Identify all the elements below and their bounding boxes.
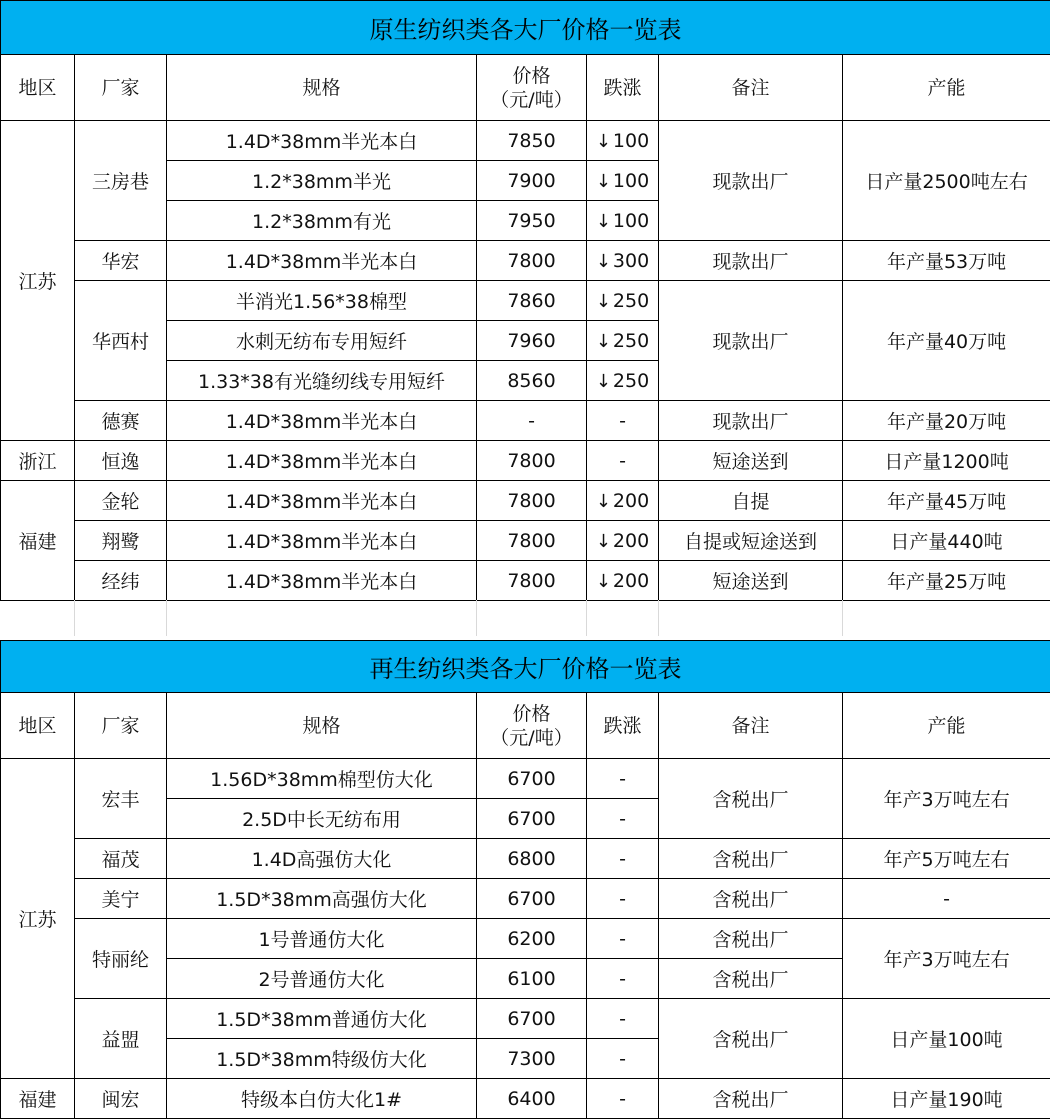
- price-cell: 6400: [477, 1079, 587, 1119]
- header-factory: 厂家: [75, 693, 167, 759]
- change-cell: ↓ 250: [587, 281, 659, 321]
- note-cell: 含税出厂: [659, 959, 843, 999]
- capacity-cell: 年产5万吨左右: [843, 839, 1050, 879]
- price-cell: 7950: [477, 201, 587, 241]
- region-cell: 福建: [1, 1079, 75, 1119]
- capacity-cell: 年产量25万吨: [843, 561, 1050, 601]
- factory-cell: 华宏: [75, 241, 167, 281]
- price-cell: -: [477, 401, 587, 441]
- change-cell: ↓ 200: [587, 521, 659, 561]
- table-title: 原生纺织类各大厂价格一览表: [1, 1, 1050, 55]
- spec-cell: 1.5D*38mm普通仿大化: [167, 999, 477, 1039]
- header-spec: 规格: [167, 693, 477, 759]
- header-change: 跌涨: [587, 693, 659, 759]
- table-row: [1, 441, 1050, 481]
- note-cell: 现款出厂: [659, 121, 843, 241]
- capacity-cell: 年产量53万吨: [843, 241, 1050, 281]
- price-cell: 6700: [477, 799, 587, 839]
- price-cell: 7800: [477, 481, 587, 521]
- factory-cell: 特丽纶: [75, 919, 167, 999]
- table-row: [1, 241, 1050, 281]
- spec-cell: 2号普通仿大化: [167, 959, 477, 999]
- header-note: 备注: [659, 55, 843, 121]
- note-cell: 含税出厂: [659, 879, 843, 919]
- price-cell: 7900: [477, 161, 587, 201]
- change-cell: ↓ 300: [587, 241, 659, 281]
- capacity-cell: 日产量440吨: [843, 521, 1050, 561]
- note-cell: 现款出厂: [659, 281, 843, 401]
- change-cell: ↓ 200: [587, 481, 659, 521]
- recycled-textile-price-table: [0, 640, 1050, 1119]
- price-cell: 6700: [477, 999, 587, 1039]
- change-cell: -: [587, 441, 659, 481]
- spec-cell: 1号普通仿大化: [167, 919, 477, 959]
- note-cell: 自提或短途送到: [659, 521, 843, 561]
- change-cell: ↓ 250: [587, 361, 659, 401]
- table-row: [1, 999, 1050, 1039]
- table-row: [1, 481, 1050, 521]
- header-note: 备注: [659, 693, 843, 759]
- header-row: [1, 55, 1050, 121]
- factory-cell: 金轮: [75, 481, 167, 521]
- note-cell: 含税出厂: [659, 759, 843, 839]
- note-cell: 自提: [659, 481, 843, 521]
- note-cell: 现款出厂: [659, 241, 843, 281]
- spec-cell: 1.4D*38mm半光本白: [167, 241, 477, 281]
- spec-cell: 1.56D*38mm棉型仿大化: [167, 759, 477, 799]
- note-cell: 含税出厂: [659, 839, 843, 879]
- header-region: 地区: [1, 693, 75, 759]
- region-cell: 福建: [1, 481, 75, 601]
- change-cell: ↓ 100: [587, 161, 659, 201]
- change-cell: -: [587, 959, 659, 999]
- price-cell: 7860: [477, 281, 587, 321]
- change-cell: -: [587, 999, 659, 1039]
- capacity-cell: 日产量2500吨左右: [843, 121, 1050, 241]
- spec-cell: 半消光1.56*38棉型: [167, 281, 477, 321]
- region-cell: 江苏: [1, 759, 75, 1079]
- table-row: [1, 839, 1050, 879]
- change-cell: -: [587, 919, 659, 959]
- capacity-cell: 日产量1200吨: [843, 441, 1050, 481]
- price-cell: 7300: [477, 1039, 587, 1079]
- table-row: [1, 1079, 1050, 1119]
- change-cell: ↓ 200: [587, 561, 659, 601]
- price-cell: 6200: [477, 919, 587, 959]
- capacity-cell: 年产量45万吨: [843, 481, 1050, 521]
- spec-cell: 1.4D*38mm半光本白: [167, 441, 477, 481]
- price-cell: 6100: [477, 959, 587, 999]
- capacity-cell: 日产量100吨: [843, 999, 1050, 1079]
- table-title: 再生纺织类各大厂价格一览表: [1, 641, 1050, 693]
- price-cell: 7800: [477, 241, 587, 281]
- spec-cell: 1.4D*38mm半光本白: [167, 401, 477, 441]
- factory-cell: 德赛: [75, 401, 167, 441]
- price-cell: 8560: [477, 361, 587, 401]
- table-spacer: [0, 600, 1050, 636]
- spec-cell: 1.5D*38mm特级仿大化: [167, 1039, 477, 1079]
- table-row: [1, 521, 1050, 561]
- capacity-cell: 年产量20万吨: [843, 401, 1050, 441]
- change-cell: ↓ 100: [587, 201, 659, 241]
- note-cell: 短途送到: [659, 441, 843, 481]
- factory-cell: 恒逸: [75, 441, 167, 481]
- factory-cell: 三房巷: [75, 121, 167, 241]
- spec-cell: 特级本白仿大化1#: [167, 1079, 477, 1119]
- table-row: [1, 121, 1050, 161]
- change-cell: ↓ 250: [587, 321, 659, 361]
- spec-cell: 1.4D*38mm半光本白: [167, 521, 477, 561]
- region-cell: 江苏: [1, 121, 75, 441]
- region-cell: 浙江: [1, 441, 75, 481]
- header-change: 跌涨: [587, 55, 659, 121]
- note-cell: 含税出厂: [659, 999, 843, 1079]
- spec-cell: 1.5D*38mm高强仿大化: [167, 879, 477, 919]
- capacity-cell: 年产3万吨左右: [843, 759, 1050, 839]
- note-cell: 现款出厂: [659, 401, 843, 441]
- spec-cell: 1.4D*38mm半光本白: [167, 481, 477, 521]
- price-cell: 7850: [477, 121, 587, 161]
- spec-cell: 1.2*38mm有光: [167, 201, 477, 241]
- table-row: [1, 919, 1050, 959]
- factory-cell: 华西村: [75, 281, 167, 401]
- price-cell: 7960: [477, 321, 587, 361]
- change-cell: -: [587, 759, 659, 799]
- header-price: 价格 （元/吨）: [477, 693, 587, 759]
- table-row: [1, 561, 1050, 601]
- spec-cell: 1.4D*38mm半光本白: [167, 121, 477, 161]
- table-row: [1, 879, 1050, 919]
- price-cell: 6800: [477, 839, 587, 879]
- header-region: 地区: [1, 55, 75, 121]
- change-cell: -: [587, 879, 659, 919]
- change-cell: -: [587, 401, 659, 441]
- header-price: 价格 （元/吨）: [477, 55, 587, 121]
- factory-cell: 益盟: [75, 999, 167, 1079]
- capacity-cell: 日产量190吨: [843, 1079, 1050, 1119]
- change-cell: -: [587, 839, 659, 879]
- capacity-cell: 年产3万吨左右: [843, 919, 1050, 999]
- header-capacity: 产能: [843, 693, 1050, 759]
- factory-cell: 福茂: [75, 839, 167, 879]
- table-row: [1, 281, 1050, 321]
- price-cell: 7800: [477, 441, 587, 481]
- header-capacity: 产能: [843, 55, 1050, 121]
- change-cell: ↓ 100: [587, 121, 659, 161]
- price-cell: 6700: [477, 759, 587, 799]
- factory-cell: 经纬: [75, 561, 167, 601]
- table-row: [1, 759, 1050, 799]
- factory-cell: 翔鹭: [75, 521, 167, 561]
- header-spec: 规格: [167, 55, 477, 121]
- spec-cell: 1.2*38mm半光: [167, 161, 477, 201]
- change-cell: -: [587, 1079, 659, 1119]
- spec-cell: 2.5D中长无纺布用: [167, 799, 477, 839]
- note-cell: 含税出厂: [659, 1079, 843, 1119]
- factory-cell: 闽宏: [75, 1079, 167, 1119]
- price-cell: 7800: [477, 521, 587, 561]
- price-cell: 6700: [477, 879, 587, 919]
- change-cell: -: [587, 799, 659, 839]
- change-cell: -: [587, 1039, 659, 1079]
- spec-cell: 1.4D高强仿大化: [167, 839, 477, 879]
- header-factory: 厂家: [75, 55, 167, 121]
- note-cell: 短途送到: [659, 561, 843, 601]
- price-cell: 7800: [477, 561, 587, 601]
- capacity-cell: -: [843, 879, 1050, 919]
- spec-cell: 1.4D*38mm半光本白: [167, 561, 477, 601]
- capacity-cell: 年产量40万吨: [843, 281, 1050, 401]
- table-row: [1, 401, 1050, 441]
- spec-cell: 水刺无纺布专用短纤: [167, 321, 477, 361]
- header-row: [1, 693, 1050, 759]
- spec-cell: 1.33*38有光缝纫线专用短纤: [167, 361, 477, 401]
- factory-cell: 宏丰: [75, 759, 167, 839]
- note-cell: 含税出厂: [659, 919, 843, 959]
- factory-cell: 美宁: [75, 879, 167, 919]
